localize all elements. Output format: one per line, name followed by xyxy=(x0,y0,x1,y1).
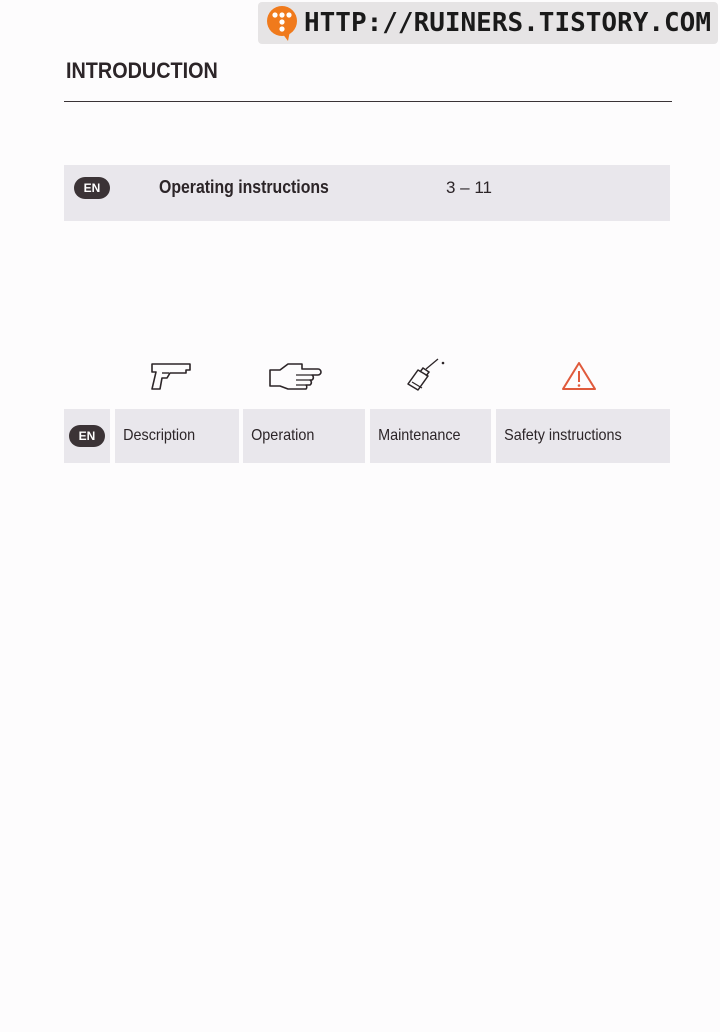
hand-icon xyxy=(268,356,326,396)
sections-language-cell xyxy=(64,409,110,463)
tistory-logo-icon xyxy=(262,3,302,43)
section-safety-instructions[interactable] xyxy=(496,409,670,463)
warning-triangle-icon xyxy=(560,356,598,396)
oil-can-icon xyxy=(402,356,450,396)
section-label: Safety instructions xyxy=(504,427,622,444)
section-maintenance[interactable] xyxy=(370,409,491,463)
contents-label[interactable]: Operating instructions xyxy=(159,177,329,197)
section-description[interactable] xyxy=(115,409,239,463)
title-divider xyxy=(64,101,672,102)
contents-pages: 3 – 11 xyxy=(446,178,493,197)
language-badge: EN xyxy=(74,177,110,199)
section-operation[interactable] xyxy=(243,409,365,463)
contents-band xyxy=(64,165,670,221)
watermark-url: HTTP://RUINERS.TISTORY.COM xyxy=(304,8,711,38)
gun-icon xyxy=(148,356,196,396)
section-label: Operation xyxy=(251,427,315,444)
page-title: INTRODUCTION xyxy=(66,58,218,83)
section-label: Description xyxy=(123,427,196,444)
language-badge: EN xyxy=(69,425,105,447)
section-label: Maintenance xyxy=(378,427,461,444)
watermark-banner xyxy=(258,2,718,44)
